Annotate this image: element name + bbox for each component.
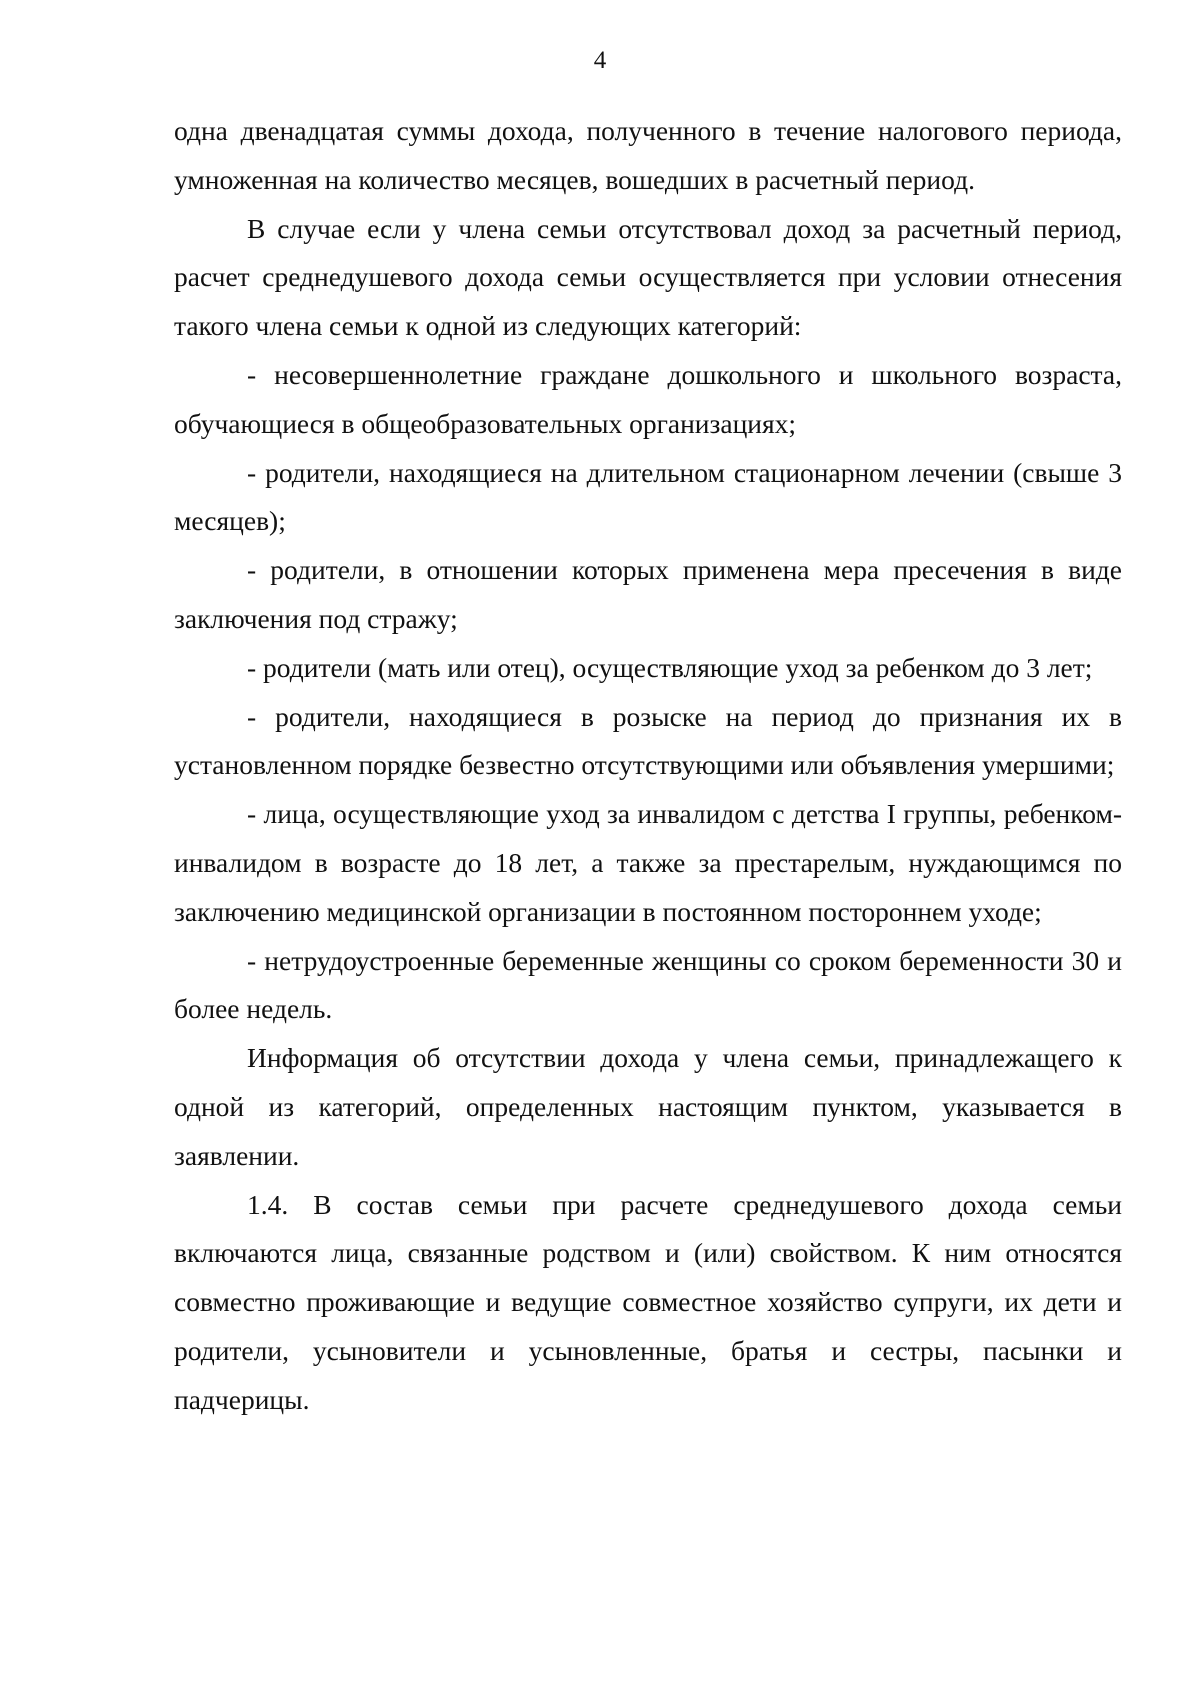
list-item-custody: - родители, в отношении которых применена мера пресечения в виде заключения под стражу;: [174, 554, 1122, 634]
document-body: [174, 107, 1122, 1425]
list-item-caregivers: - лица, осуществляющие уход за инвалидом с детства I группы, ребенком-инвалидом в возрасте до 18 лет, а также за престарелым, нуждающимся по заключению медицинской организации в постоянном постороннем уходе;: [174, 798, 1122, 927]
paragraph-income-info: Информация об отсутствии дохода у члена семьи, принадлежащего к одной из категорий, определенных настоящим пунктом, указывается в заявлении.: [174, 1042, 1122, 1171]
list-item-childcare: - родители (мать или отец), осуществляющие уход за ребенком до 3 лет;: [247, 651, 1093, 683]
paragraph-no-income-intro: В случае если у члена семьи отсутствовал доход за расчетный период, расчет среднедушевого дохода семьи осуществляется при условии отнесения такого члена семьи к одной из следующих категорий:: [174, 212, 1122, 342]
list-item-minors: - несовершеннолетние граждане дошкольного и школьного возраста, обучающиеся в общеобразовательных организациях;: [174, 358, 1122, 439]
page-number: 4: [593, 47, 607, 74]
list-item-hospital-treatment: - родители, находящиеся на длительном стационарном лечении (свыше 3 месяцев);: [174, 456, 1122, 537]
paragraph-income-continuation: одна двенадцатая суммы дохода, полученного в течение налогового периода, умноженная на количество месяцев, вошедших в расчетный период.: [174, 115, 1122, 195]
list-item-wanted: - родители, находящиеся в розыске на период до признания их в установленном порядке безвестно отсутствующими или объявления умершими;: [174, 700, 1122, 781]
paragraph-section-1-4: 1.4. В состав семьи при расчете среднедушевого дохода семьи включаются лица, связанные родством и (или) свойством. К ним относятся совместно проживающие и ведущие совместное хозяйство супруги, их дети и родители, усыновители и усыновленные, братья и сестры, пасынки и падчерицы.: [174, 1188, 1122, 1415]
list-item-pregnant: - нетрудоустроенные беременные женщины со сроком беременности 30 и более недель.: [174, 944, 1122, 1025]
